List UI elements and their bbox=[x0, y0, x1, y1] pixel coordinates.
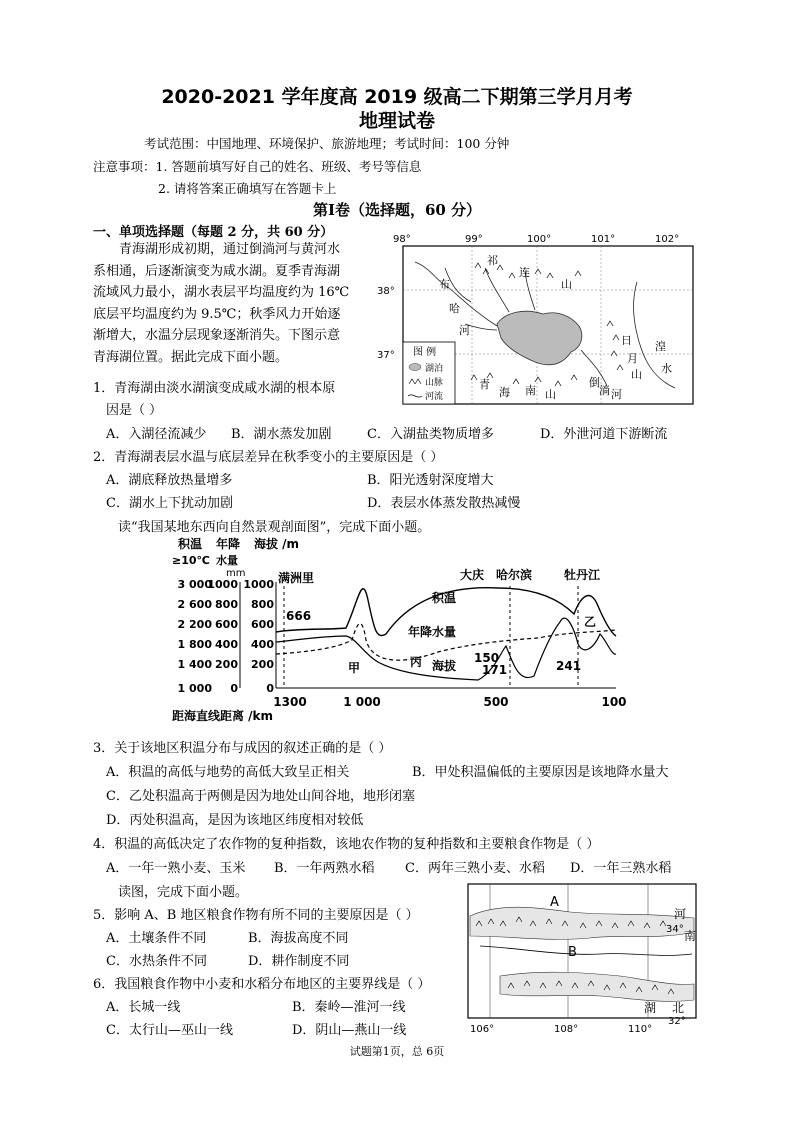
passage-line: 青海湖形成初期，通过倒淌河与黄河水 bbox=[119, 242, 341, 257]
part-title: 第Ⅰ卷（选择题，60 分） bbox=[312, 201, 482, 219]
q4-option-a[interactable]: A．一年一熟小麦、玉米 bbox=[106, 861, 246, 876]
region-label-a: A bbox=[550, 895, 559, 910]
mountain-label: 南 bbox=[525, 384, 536, 397]
curve-label: 海拔 bbox=[432, 659, 457, 673]
q5-option-b[interactable]: B．海拔高度不同 bbox=[248, 931, 349, 946]
elev-tick: 400 bbox=[251, 638, 274, 651]
axis-header-2: ≥10℃ bbox=[172, 554, 210, 567]
precip-tick: 200 bbox=[215, 658, 238, 671]
notice-1: 注意事项：1. 答题前填写好自己的姓名、班级、考号等信息 bbox=[93, 159, 422, 174]
precip-tick: 1000 bbox=[207, 578, 238, 591]
mountain-label: 海 bbox=[499, 386, 510, 399]
axis-header-2: 水量 bbox=[216, 554, 238, 567]
passage-profile: 读“我国某地东西向自然景观剖面图”，完成下面小题。 bbox=[118, 520, 431, 535]
precip-tick: 400 bbox=[215, 638, 238, 651]
page-footer: 试题第1页，总 6页 bbox=[349, 1045, 445, 1058]
legend-item: 河流 bbox=[425, 392, 444, 402]
river-label: 淌 bbox=[599, 384, 610, 397]
x-tick: 100 bbox=[601, 695, 627, 709]
q2-option-c[interactable]: C．湖水上下扰动加剧 bbox=[106, 496, 233, 511]
q3-option-d[interactable]: D．丙处积温高，是因为该地区纬度相对较低 bbox=[106, 813, 364, 828]
river-label: 湟 bbox=[655, 340, 666, 353]
curve-label: 年降水量 bbox=[408, 625, 457, 639]
accum-tick: 2 200 bbox=[177, 618, 212, 631]
province-label: 北 bbox=[672, 1001, 685, 1015]
q4-option-b[interactable]: B．一年两熟水稻 bbox=[274, 861, 375, 876]
notice-2: 2. 请将答案正确填写在答题卡上 bbox=[158, 181, 337, 196]
axis-header: 年降 bbox=[216, 537, 241, 551]
legend-item: 湖泊 bbox=[425, 364, 444, 374]
q1-option-d[interactable]: D．外泄河道下游断流 bbox=[540, 427, 668, 442]
point-label-yi: 乙 bbox=[584, 615, 597, 629]
river-label: 河 bbox=[611, 388, 622, 401]
passage-line: 青海湖位置。据此完成下面小题。 bbox=[93, 349, 289, 365]
elev-axis bbox=[243, 578, 274, 695]
q5-stem: 5．影响 A、B 地区粮食作物有所不同的主要原因是（ ） bbox=[93, 908, 419, 923]
mountain-label: 月 bbox=[627, 352, 638, 365]
lon-label: 106° bbox=[470, 1024, 495, 1035]
value-label: 241 bbox=[556, 659, 582, 673]
place-label: 大庆 bbox=[460, 568, 485, 582]
legend-item: 山脉 bbox=[425, 378, 444, 388]
passage-line: 底层平均温度约为 9.5℃；秋季风力开始逐 bbox=[93, 306, 341, 322]
elev-tick: 600 bbox=[251, 618, 274, 631]
exam-title: 2020-2021 学年度高 2019 级高二下期第三学月月考 bbox=[161, 86, 633, 108]
mountain-label: 山 bbox=[561, 278, 572, 291]
passage-line: 渐增大，水温分层现象逐渐消失。下图示意 bbox=[93, 328, 341, 343]
daba-mountains bbox=[500, 972, 694, 1001]
accum-tick: 3 000 bbox=[177, 578, 212, 591]
precip-axis bbox=[207, 578, 238, 695]
q3-option-b[interactable]: B．甲处积温偏低的主要原因是该地降水量大 bbox=[412, 765, 669, 780]
q1-option-c[interactable]: C．入湖盐类物质增多 bbox=[367, 427, 494, 442]
q2-stem: 2．青海湖表层水温与底层差异在秋季变小的主要原因是（ ） bbox=[93, 450, 444, 465]
axis-header: 海拔 /m bbox=[254, 537, 300, 551]
elev-tick: 0 bbox=[266, 682, 274, 695]
province-label: 河 bbox=[674, 907, 687, 921]
elev-tick: 800 bbox=[251, 598, 274, 611]
q5-option-a[interactable]: A．土壤条件不同 bbox=[106, 931, 207, 946]
accum-tick: 1 000 bbox=[177, 682, 212, 695]
qinghai-lake-map bbox=[375, 228, 705, 408]
q1-option-a[interactable]: A．入湖径流减少 bbox=[106, 427, 207, 442]
q1-stem-line2: 因是（ ） bbox=[106, 403, 163, 418]
curve-label: 积温 bbox=[432, 591, 457, 605]
lon-label: 110° bbox=[628, 1024, 653, 1035]
axis-header: 积温 bbox=[178, 537, 203, 551]
elev-tick: 1000 bbox=[243, 578, 274, 591]
passage-map2: 读图，完成下面小题。 bbox=[118, 885, 249, 900]
mountain-label: 日 bbox=[621, 334, 632, 347]
accum-axis bbox=[178, 578, 213, 695]
lon-label: 102° bbox=[655, 234, 680, 245]
profile-chart bbox=[168, 536, 638, 726]
elev-tick: 200 bbox=[251, 658, 274, 671]
lat-label: 32° bbox=[668, 1016, 686, 1027]
q6-option-a[interactable]: A．长城一线 bbox=[106, 1000, 181, 1015]
river-label: 河 bbox=[459, 324, 470, 337]
lon-label: 99° bbox=[465, 234, 483, 245]
q6-option-c[interactable]: C．太行山—巫山一线 bbox=[106, 1023, 233, 1038]
precip-tick: 800 bbox=[215, 598, 238, 611]
lon-label: 108° bbox=[554, 1024, 579, 1035]
place-label: 哈尔滨 bbox=[496, 568, 533, 582]
province-label: 南 bbox=[684, 929, 697, 943]
accum-tick: 1 800 bbox=[177, 638, 212, 651]
q2-option-a[interactable]: A．湖底释放热量增多 bbox=[106, 473, 233, 488]
han-river bbox=[480, 946, 692, 955]
lat-label: 37° bbox=[377, 350, 395, 361]
value-label: 150 bbox=[474, 651, 500, 665]
exam-scope: 考试范围：中国地理、环境保护、旅游地理；考试时间：100 分钟 bbox=[144, 136, 510, 151]
lon-label: 100° bbox=[527, 234, 552, 245]
x-tick: 500 bbox=[483, 695, 509, 709]
exam-subtitle: 地理试卷 bbox=[358, 110, 435, 132]
lat-label: 38° bbox=[377, 286, 395, 297]
q3-option-a[interactable]: A．积温的高低与地势的高低大致呈正相关 bbox=[106, 765, 350, 780]
value-label: 171 bbox=[482, 663, 508, 677]
region-label-b: B bbox=[568, 945, 577, 960]
point-label-bing: 丙 bbox=[410, 655, 423, 669]
x-axis-ticks bbox=[273, 695, 626, 709]
mountain-label: 连 bbox=[519, 266, 530, 279]
precip-tick: 600 bbox=[215, 618, 238, 631]
q1-option-b[interactable]: B．湖水蒸发加剧 bbox=[231, 427, 332, 442]
precip-tick: 0 bbox=[230, 682, 238, 695]
unit-mm: mm bbox=[226, 568, 246, 579]
qinghai-lake bbox=[497, 311, 582, 365]
river-label: 水 bbox=[661, 362, 672, 375]
passage-qinghai bbox=[93, 239, 383, 368]
q4-option-d[interactable]: D．一年三熟水稻 bbox=[570, 861, 672, 876]
q3-stem: 3．关于该地区积温分布与成因的叙述正确的是（ ） bbox=[93, 741, 392, 756]
mountain-label: 山 bbox=[545, 388, 556, 401]
mountain-label: 祁 bbox=[487, 254, 498, 267]
q2-option-d[interactable]: D．表层水体蒸发散热减慢 bbox=[367, 496, 521, 511]
lon-label: 98° bbox=[393, 234, 411, 245]
lat-label: 34° bbox=[666, 924, 684, 935]
accum-tick: 2 600 bbox=[177, 598, 212, 611]
section-title: 一、单项选择题（每题 2 分，共 60 分） bbox=[93, 225, 334, 240]
q6-option-d[interactable]: D．阴山—燕山一线 bbox=[292, 1023, 407, 1038]
q6-stem: 6．我国粮食作物中小麦和水稻分布地区的主要界线是（ ） bbox=[93, 977, 431, 992]
q3-option-c[interactable]: C．乙处积温高于两侧是因为地处山间谷地，地形闭塞 bbox=[106, 789, 415, 804]
x-axis-label: 距海直线距离 /km bbox=[172, 709, 274, 723]
q1-stem-line1: 1．青海湖由淡水湖演变成咸水湖的根本原 bbox=[93, 381, 336, 396]
river-label: 布 bbox=[439, 278, 450, 291]
legend-title: 图 例 bbox=[413, 347, 437, 358]
river-label: 倒 bbox=[589, 376, 600, 389]
q4-stem: 4．积温的高低决定了农作物的复种指数，该地农作物的复种指数和主要粮食作物是（ ） bbox=[93, 837, 600, 852]
q6-option-b[interactable]: B．秦岭—淮河一线 bbox=[292, 1000, 406, 1015]
passage-line: 系相通，后逐渐演变为咸水湖。夏季青海湖 bbox=[93, 263, 341, 279]
lon-label: 101° bbox=[591, 234, 616, 245]
qinling-map bbox=[460, 876, 700, 1036]
place-label: 满洲里 bbox=[278, 571, 315, 585]
x-tick: 1 000 bbox=[343, 695, 381, 709]
qinling-mountains bbox=[470, 907, 694, 939]
q5-option-d[interactable]: D．耕作制度不同 bbox=[248, 954, 350, 969]
accum-tick: 1 400 bbox=[177, 658, 212, 671]
x-tick: 1300 bbox=[273, 695, 307, 709]
mountain-label: 山 bbox=[631, 368, 642, 381]
river-label: 哈 bbox=[449, 302, 460, 315]
place-label: 牡丹江 bbox=[564, 568, 601, 582]
passage-line: 流域风力最小，湖水表层平均温度约为 16℃ bbox=[93, 285, 350, 300]
value-label: 666 bbox=[286, 609, 312, 623]
q5-option-c[interactable]: C．水热条件不同 bbox=[106, 954, 207, 969]
province-label: 湖 bbox=[644, 1001, 657, 1015]
q2-option-b[interactable]: B．阳光透射深度增大 bbox=[367, 473, 494, 488]
mountain-label: 青 bbox=[479, 378, 490, 391]
map-legend bbox=[403, 342, 455, 404]
point-label-jia: 甲 bbox=[348, 661, 361, 675]
q4-option-c[interactable]: C．两年三熟小麦、水稻 bbox=[405, 861, 545, 876]
